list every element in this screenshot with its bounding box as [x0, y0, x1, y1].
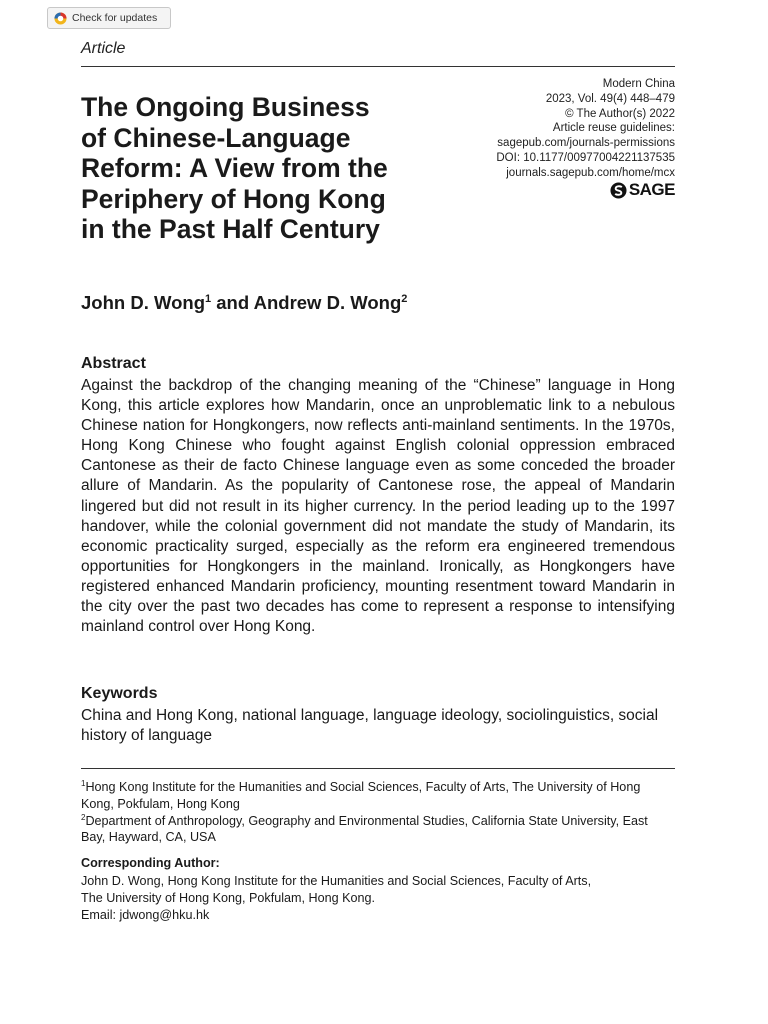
header-divider: [81, 66, 675, 67]
abstract-heading: Abstract: [81, 355, 146, 372]
journal-name: Modern China: [602, 78, 675, 90]
corresponding-line: John D. Wong, Hong Kong Institute for the Humanities and Social Sciences, Faculty of Arts,: [81, 874, 592, 888]
title-line: The Ongoing Business: [81, 92, 370, 122]
copyright: © The Author(s) 2022: [565, 107, 675, 120]
volume-info: 2023, Vol. 49(4) 448–479: [545, 92, 675, 105]
affiliation-item: [81, 813, 675, 847]
keywords-heading: Keywords: [81, 685, 158, 702]
affiliation-marker: 2: [401, 292, 408, 305]
sage-logo: [610, 180, 675, 200]
article-type: Article: [81, 40, 126, 57]
abstract-text: Against the backdrop of the changing meaning of the “Chinese” language in Hong Kong, this article explores how Mandarin, once an unproblematic link to a nebulous Chinese nation for Hongkongers, now reflects anti-mainland sentiments. In the 1970s, Hong Kong Chinese who fought against English colonial oppression embraced Cantonese as their de facto Chinese language even as some conceded the broader allure of Mandarin. As the popularity of Cantonese rose, the appeal of Mandarin lingered but did not result in its higher currency. In the period leading up to the 1997 handover, while the colonial government did not mandate the study of Mandarin, its economic practicality surged, especially as the reform era engineered tremendous opportunities for Hongkongers in the mainland. Ironically, as Hongkongers have registered enhanced Mandarin proficiency, mounting resentment toward Mandarin in the city over the past two decades has come to represent a response to intensifying mainland control over Hong Kong.: [81, 377, 675, 636]
affiliation-marker: 1: [205, 292, 212, 305]
journal-metadata: [496, 77, 675, 181]
reuse-link[interactable]: sagepub.com/journals-permissions: [497, 137, 675, 150]
title-line: in the Past Half Century: [81, 214, 380, 244]
updates-icon: [54, 12, 67, 25]
affiliation-text: Department of Anthropology, Geography and Environmental Studies, California State University, East Bay, Hayward, CA, USA: [81, 813, 648, 845]
sage-mark-icon: [610, 182, 627, 199]
journal-link[interactable]: journals.sagepub.com/home/mcx: [506, 166, 675, 179]
affiliation-marker: 2: [81, 812, 86, 822]
title-line: of Chinese-Language: [81, 122, 351, 153]
check-for-updates-label: Check for updates: [72, 12, 158, 24]
corresponding-author: [81, 873, 675, 923]
corresponding-author-heading: Corresponding Author:: [81, 856, 220, 870]
corresponding-email[interactable]: Email: jdwong@hku.hk: [81, 907, 210, 922]
author-name: Andrew D. Wong: [253, 292, 402, 313]
author-list: [81, 292, 407, 314]
affiliation-marker: 1: [81, 778, 86, 788]
author-joiner: and: [211, 292, 254, 313]
affiliation-item: [81, 779, 675, 813]
title-line: Periphery of Hong Kong: [81, 183, 386, 214]
doi[interactable]: DOI: 10.1177/00977004221137535: [496, 151, 675, 164]
affiliation-text: Hong Kong Institute for the Humanities and Social Sciences, Faculty of Arts, The University of Hong Kong, Pokfulam, Hong Kong: [81, 780, 641, 811]
check-for-updates-button[interactable]: [47, 7, 171, 29]
footnote-divider: [81, 768, 675, 769]
author-name: John D. Wong: [81, 292, 205, 313]
affiliations: [81, 779, 675, 846]
keywords-text: China and Hong Kong, national language, language ideology, sociolinguistics, social history of language: [81, 707, 659, 745]
corresponding-line: The University of Hong Kong, Pokfulam, Hong Kong.: [81, 890, 376, 905]
title-line: Reform: A View from the: [81, 153, 388, 183]
reuse-label: Article reuse guidelines:: [552, 122, 675, 135]
sage-wordmark: SAGE: [628, 180, 675, 199]
article-title: [81, 92, 471, 245]
